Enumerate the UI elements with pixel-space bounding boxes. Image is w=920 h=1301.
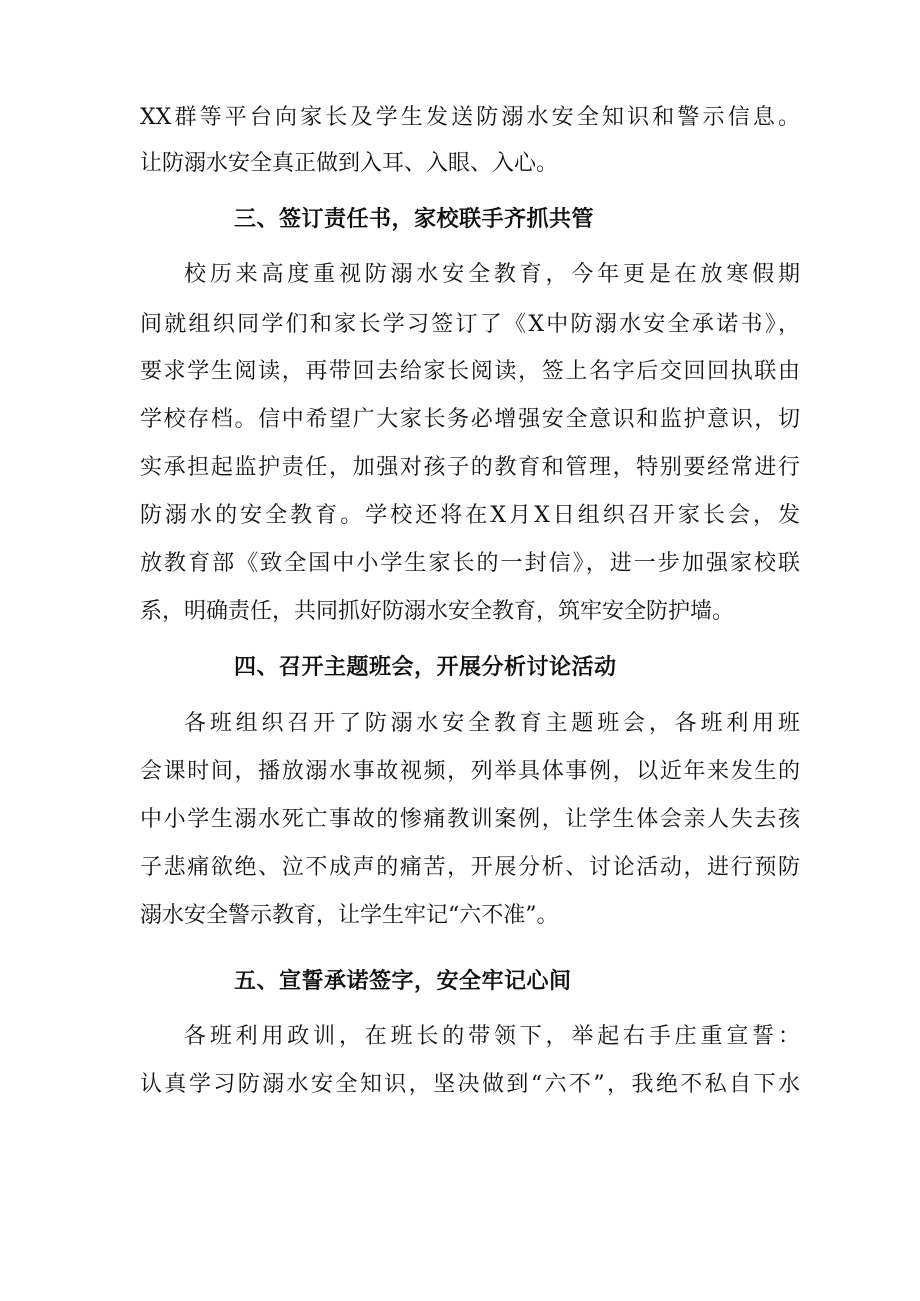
section-5-line-2: 认真学习防溺水安全知识，坚决做到“六不”，我绝不私自下水 bbox=[140, 1072, 800, 1097]
section-5-line-1: 各班利用政训，在班长的带领下，举起右手庄重宣誓： bbox=[184, 1024, 800, 1049]
section-3-line-5: 实承担起监护责任，加强对孩子的教育和管理，特别要经常进行 bbox=[140, 455, 800, 480]
section-4-line-1: 各班组织召开了防溺水安全教育主题班会，各班利用班 bbox=[184, 711, 800, 736]
section-4-line-3: 中小学生溺水死亡事故的惨痛教训案例，让学生体会亲人失去孩 bbox=[140, 807, 800, 832]
section-3-line-8: 系，明确责任，共同抓好防溺水安全教育，筑牢安全防护墙。 bbox=[140, 599, 735, 624]
section-3-line-2: 间就组织同学们和家长学习签订了《X中防溺水安全承诺书》， bbox=[140, 312, 800, 337]
section-4-line-5: 溺水安全警示教育，让学生牢记“六不准”。 bbox=[140, 903, 559, 928]
section-5-heading: 五、宣誓承诺签字，安全牢记心间 bbox=[234, 968, 572, 994]
section-3-line-4: 学校存档。信中希望广大家长务必增强安全意识和监护意识，切 bbox=[140, 407, 800, 432]
section-4-heading: 四、召开主题班会，开展分析讨论活动 bbox=[234, 654, 617, 680]
section-3-line-1: 校历来高度重视防溺水安全教育，今年更是在放寒假期 bbox=[184, 262, 800, 287]
section-4-line-2: 会课时间，播放溺水事故视频，列举具体事例，以近年来发生的 bbox=[140, 759, 800, 784]
section-4-line-4: 子悲痛欲绝、泣不成声的痛苦，开展分析、讨论活动，进行预防 bbox=[140, 855, 800, 880]
intro-line-2: 让防溺水安全真正做到入耳、入眼、入心。 bbox=[140, 151, 559, 176]
intro-line-1: XX群等平台向家长及学生发送防溺水安全知识和警示信息。 bbox=[140, 105, 800, 130]
section-3-line-3: 要求学生阅读，再带回去给家长阅读，签上名字后交回回执联由 bbox=[140, 359, 800, 384]
section-3-heading: 三、签订责任书，家校联手齐抓共管 bbox=[234, 206, 595, 232]
section-3-line-7: 放教育部《致全国中小学生家长的一封信》，进一步加强家校联 bbox=[140, 551, 800, 576]
section-3-line-6: 防溺水的安全教育。学校还将在X月X日组织召开家长会，发 bbox=[140, 503, 800, 528]
